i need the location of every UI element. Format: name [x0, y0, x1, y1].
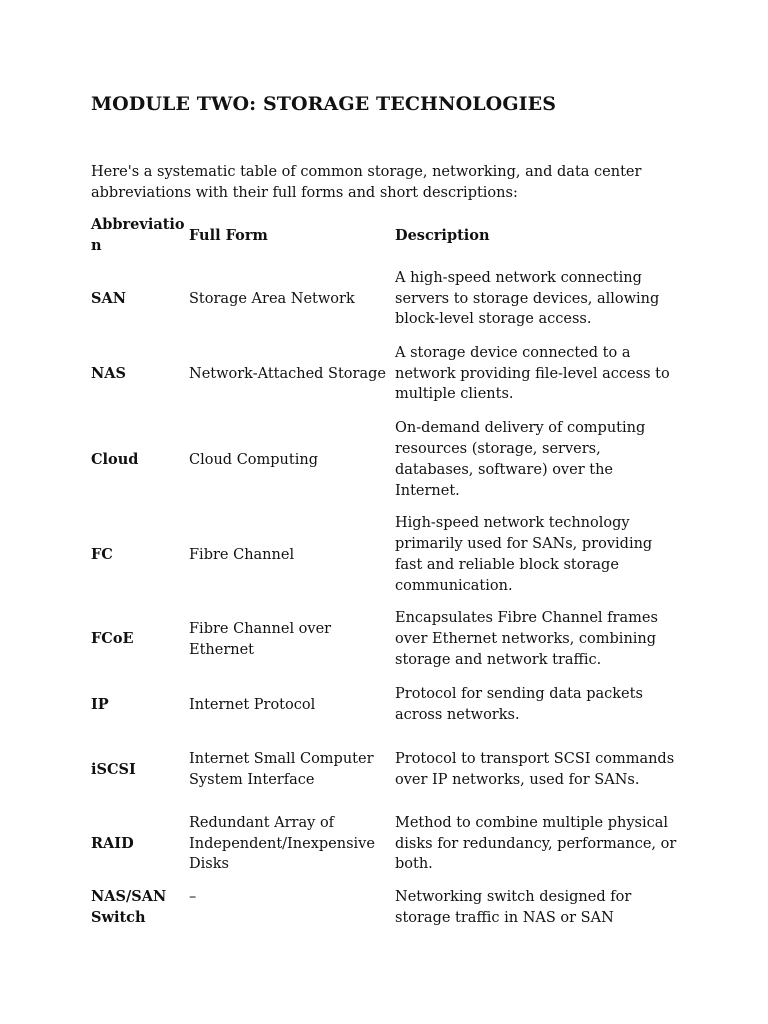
- header-full-form: Full Form: [189, 226, 268, 244]
- row-abbreviation: iSCSI: [91, 760, 136, 778]
- row-abbreviation: SAN: [91, 289, 126, 307]
- header-abbreviation: Abbreviation: [91, 216, 185, 254]
- table-row: [91, 416, 681, 504]
- row-description: A storage device connected to a network providing file-level access to multiple clients.: [395, 344, 670, 403]
- table-row: [91, 332, 681, 416]
- row-description: High-speed network technology primarily used for SANs, providing fast and reliable block storage communication.: [395, 515, 653, 594]
- row-full-form: Internet Small Computer System Interface: [189, 751, 374, 788]
- row-abbreviation: Cloud: [91, 450, 139, 468]
- abbreviation-table: [91, 214, 681, 937]
- row-full-form: Fibre Channel: [189, 546, 295, 563]
- intro-paragraph: Here's a systematic table of common storage, networking, and data center abbreviations with their full forms and short descriptions:: [91, 164, 642, 201]
- row-abbreviation: FC: [91, 545, 113, 563]
- table-row: [91, 885, 681, 937]
- row-description: Protocol to transport SCSI commands over IP networks, used for SANs.: [395, 751, 675, 788]
- row-full-form: Internet Protocol: [189, 696, 316, 713]
- table-row: [91, 504, 681, 606]
- table-row: [91, 737, 681, 803]
- row-description: A high-speed network connecting servers to storage devices, allowing block-level storage access.: [395, 269, 660, 328]
- row-full-form: Network-Attached Storage: [189, 365, 386, 382]
- row-abbreviation: NAS: [91, 364, 126, 382]
- row-full-form: Storage Area Network: [189, 290, 355, 307]
- row-description: Method to combine multiple physical disks for redundancy, performance, or both.: [395, 814, 677, 873]
- row-description: Networking switch designed for storage traffic in NAS or SAN: [395, 889, 632, 926]
- row-description: On-demand delivery of computing resources (storage, servers, databases, software) over the Internet.: [395, 420, 646, 499]
- row-full-form: –: [189, 889, 197, 905]
- row-full-form: Cloud Computing: [189, 451, 318, 468]
- table-row: [91, 266, 681, 332]
- table-row: [91, 606, 681, 673]
- header-description: Description: [395, 226, 490, 244]
- row-abbreviation: IP: [91, 695, 109, 713]
- table-row: [91, 673, 681, 737]
- row-description: Protocol for sending data packets across networks.: [395, 686, 643, 723]
- row-abbreviation: RAID: [91, 834, 134, 852]
- row-abbreviation: FCoE: [91, 630, 134, 648]
- table-row: [91, 803, 681, 885]
- row-abbreviation: NAS/SAN Switch: [91, 888, 167, 926]
- row-description: Encapsulates Fibre Channel frames over Ethernet networks, combining storage and network traffic.: [395, 610, 658, 668]
- table-header-row: [91, 214, 681, 258]
- page-title: MODULE TWO: STORAGE TECHNOLOGIES: [91, 93, 557, 115]
- row-full-form: Redundant Array of Independent/Inexpensive Disks: [189, 814, 375, 873]
- row-full-form: Fibre Channel over Ethernet: [189, 620, 332, 658]
